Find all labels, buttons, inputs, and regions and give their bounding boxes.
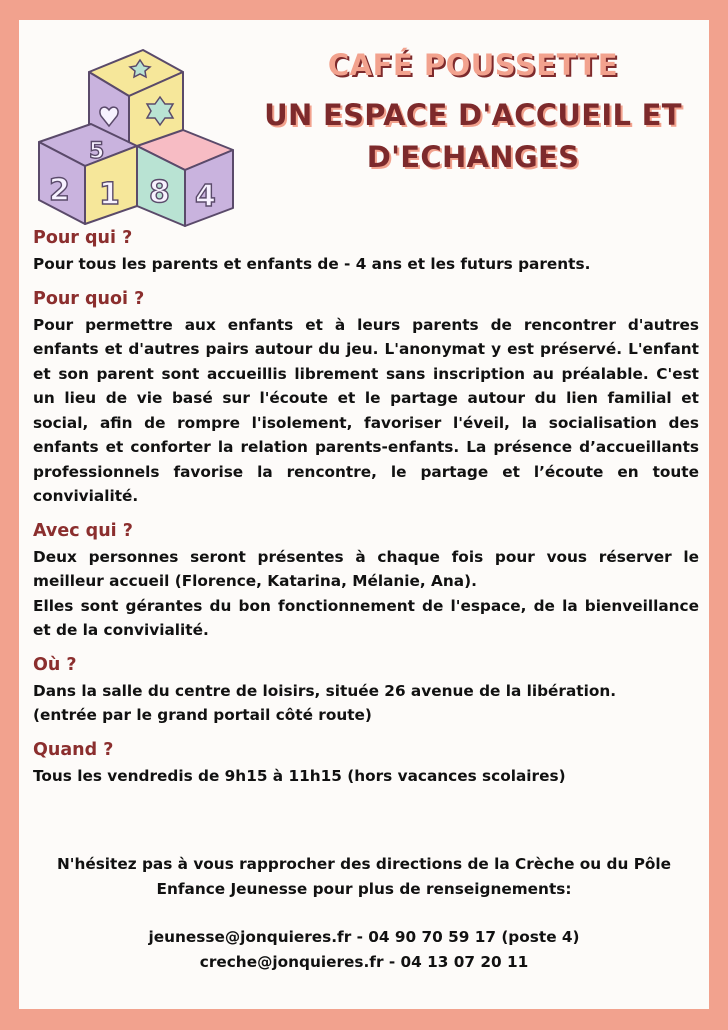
title-line-2: UN ESPACE D'ACCUEIL ET [264, 98, 682, 132]
section-text: Tous les vendredis de 9h15 à 11h15 (hors vacances scolaires) [33, 766, 566, 785]
section-heading: Où ? [33, 654, 77, 675]
contact-creche: creche@jonquieres.fr - 04 13 07 20 11 [199, 952, 529, 971]
block-number: 5 [89, 139, 105, 164]
block-number: 4 [195, 179, 216, 214]
section-quand [33, 738, 699, 789]
block-number: 8 [149, 175, 170, 210]
section-avec-qui [33, 519, 699, 643]
section-text: Dans la salle du centre de loisirs, située 26 avenue de la libération. [33, 681, 617, 700]
section-heading: Pour qui ? [33, 228, 133, 248]
section-heading: Quand ? [33, 739, 114, 760]
section-pour-quoi [33, 287, 699, 509]
toy-blocks-illustration [33, 32, 245, 228]
section-heading: Avec qui ? [33, 520, 133, 541]
flyer-footer [33, 852, 695, 974]
block-number: 1 [99, 177, 120, 212]
contact-jeunesse: jeunesse@jonquieres.fr - 04 90 70 59 17 (poste 4) [148, 928, 580, 946]
title-line-3: D'ECHANGES [366, 140, 580, 174]
section-text: Deux personnes seront présentes à chaque fois pour vous réserver le meilleur accueil (Florence, Katarina, Mélanie, Ana). [33, 547, 699, 590]
footer-line: N'hésitez pas à vous rapprocher des directions de la Crèche ou du Pôle [56, 855, 672, 873]
section-text: Pour tous les parents et enfants de - 4 ans et les futurs parents. [33, 255, 591, 273]
block-number: 2 [49, 173, 70, 208]
section-text: (entrée par le grand portail côté route) [33, 706, 372, 724]
flyer-content [33, 226, 699, 798]
section-text: Pour permettre aux enfants et à leurs parents de rencontrer d'autres enfants et d'autres pairs autour du jeu. L'anonymat y est préservé. L'enfant et son parent sont accueillis librement sans inscription au préalable. C'est un lieu de vie basé sur l'écoute et le partage autour du lien familial et social, afin de rompre l'isolement, favoriser l'éveil, la socialisation des enfants et conforter la relation parents-enfants. La présence d’accueillants professionnels favorise la rencontre, le partage et l’écoute en toute convivialité. [33, 315, 699, 505]
section-ou [33, 653, 699, 728]
section-pour-qui [33, 226, 699, 277]
flyer-page [19, 20, 709, 1009]
section-heading: Pour quoi ? [33, 288, 145, 309]
flyer-title [249, 46, 697, 178]
contacts [33, 925, 695, 974]
footer-line: Enfance Jeunesse pour plus de renseignements: [156, 879, 572, 898]
title-line-1: CAFÉ POUSSETTE [327, 48, 619, 82]
section-text: Elles sont gérantes du bon fonctionnement de l'espace, de la bienveillance et de la convivialité. [33, 596, 699, 639]
